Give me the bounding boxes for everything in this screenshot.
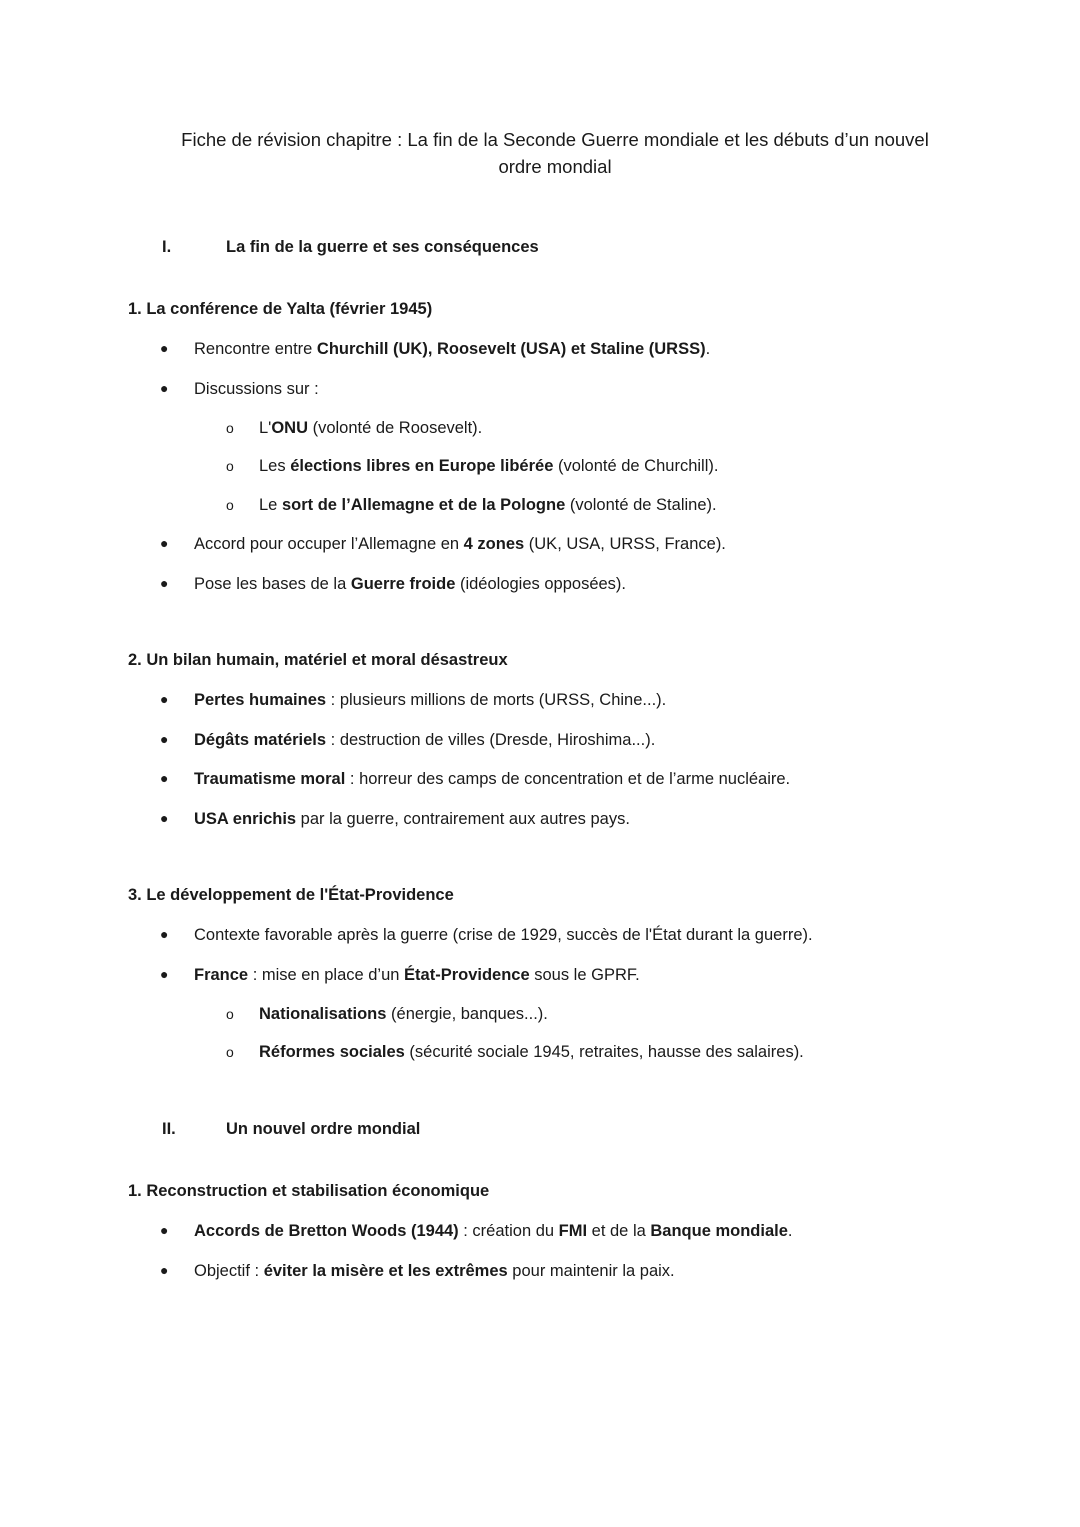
part-2-numeral: II. bbox=[162, 1120, 176, 1138]
bullet-icon: ● bbox=[160, 966, 169, 982]
circle-bullet-icon: o bbox=[226, 1006, 234, 1022]
part-2-title: Un nouvel ordre mondial bbox=[226, 1120, 421, 1138]
circle-bullet-icon: o bbox=[226, 458, 234, 474]
bullet-icon: ● bbox=[160, 926, 169, 942]
bullet-icon: ● bbox=[160, 810, 169, 826]
page-title-line-2: ordre mondial bbox=[498, 156, 612, 177]
bullet-icon: ● bbox=[160, 770, 169, 786]
part-1-numeral: I. bbox=[162, 238, 172, 256]
bullet-icon: ● bbox=[160, 340, 169, 356]
circle-bullet-icon: o bbox=[226, 1044, 234, 1060]
circle-bullet-icon: o bbox=[226, 497, 234, 513]
circle-bullet-icon: o bbox=[226, 420, 234, 436]
section-2-1-heading: 1. Reconstruction et stabilisation économique bbox=[128, 1182, 490, 1200]
page-title-line-1: Fiche de révision chapitre : La fin de la Seconde Guerre mondiale et les débuts d’un nouvel bbox=[181, 129, 929, 150]
bullet-icon: ● bbox=[160, 1262, 169, 1278]
section-1-3-heading: 3. Le développement de l'État-Providence bbox=[128, 886, 454, 904]
section-1-1-heading: 1. La conférence de Yalta (février 1945) bbox=[128, 300, 433, 318]
page-title bbox=[150, 126, 960, 180]
bullet-icon: ● bbox=[160, 380, 169, 396]
bullet-icon: ● bbox=[160, 1222, 169, 1238]
bullet-icon: ● bbox=[160, 731, 169, 747]
bullet-icon: ● bbox=[160, 575, 169, 591]
section-1-2-heading: 2. Un bilan humain, matériel et moral désastreux bbox=[128, 651, 508, 669]
part-1-title: La fin de la guerre et ses conséquences bbox=[226, 238, 539, 256]
bullet-icon: ● bbox=[160, 535, 169, 551]
bullet-icon: ● bbox=[160, 691, 169, 707]
